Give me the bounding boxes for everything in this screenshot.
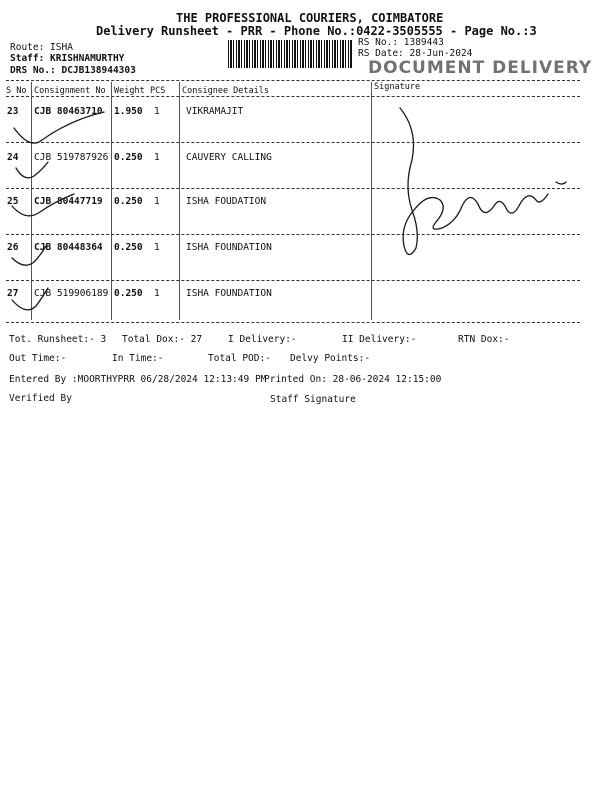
row-consignment: CJB 80448364 (34, 242, 103, 253)
row-consignee: CAUVERY CALLING (186, 152, 272, 163)
row-consignment: CJB 519906189 (34, 288, 109, 299)
row-weight: 0.250 (114, 288, 143, 299)
col-header-sno: S No (6, 86, 27, 96)
row-pcs: 1 (154, 196, 160, 207)
company-name: THE PROFESSIONAL COURIERS, COIMBATORE (176, 11, 444, 25)
row-weight: 1.950 (114, 106, 143, 117)
row-pcs: 1 (154, 242, 160, 253)
route-label: Route: ISHA (10, 42, 73, 53)
printed-on: Printed On: 28-06-2024 12:15:00 (264, 374, 442, 385)
row-sno: 24 (7, 152, 19, 163)
row-sno: 23 (7, 106, 19, 117)
delivery-points: Delvy Points:- (290, 353, 371, 364)
i-delivery: I Delivery:- (228, 334, 297, 345)
row-sno: 26 (7, 242, 19, 253)
signature (556, 182, 566, 184)
row-sno: 27 (7, 288, 19, 299)
row-weight: 0.250 (114, 152, 143, 163)
col-header-weight: Weight (114, 86, 145, 96)
col-header-pcs: PCS (150, 86, 166, 96)
col-header-signature: Signature (374, 82, 421, 92)
check-mark (12, 288, 48, 310)
total-runsheet: Tot. Runsheet:- 3 (9, 334, 107, 345)
entered-by: Entered By :MOORTHYPRR 06/28/2024 12:13:49 PM (9, 374, 267, 385)
row-consignment: CJB 519787926 (34, 152, 109, 163)
row-consignment: CJB 80447719 (34, 196, 103, 207)
check-mark (12, 194, 74, 216)
row-weight: 0.250 (114, 242, 143, 253)
rtn-dox: RTN Dox:- (458, 334, 510, 345)
check-mark (16, 162, 48, 178)
in-time: In Time:- (112, 353, 164, 364)
row-pcs: 1 (154, 288, 160, 299)
col-header-consignee: Consignee Details (182, 86, 269, 96)
row-consignee: ISHA FOUNDATION (186, 242, 272, 253)
row-consignment: CJB 80463710 (34, 106, 103, 117)
row-pcs: 1 (154, 106, 160, 117)
verified-by: Verified By (9, 393, 72, 404)
ii-delivery: II Delivery:- (342, 334, 417, 345)
check-mark (12, 246, 46, 265)
signature (400, 108, 548, 255)
staff-signature: Staff Signature (270, 394, 356, 405)
row-pcs: 1 (154, 152, 160, 163)
row-consignee: ISHA FOUNDATION (186, 288, 272, 299)
out-time: Out Time:- (9, 353, 67, 364)
total-pod: Total POD:- (208, 353, 271, 364)
drs-number: DRS No.: DCJB138944303 (10, 65, 136, 76)
total-dox: Total Dox:- 27 (122, 334, 203, 345)
staff-label: Staff: KRISHNAMURTHY (10, 53, 125, 64)
sheet-title: Delivery Runsheet - PRR - Phone No.:0422-3505555 - Page No.:3 (96, 24, 537, 38)
check-mark (14, 112, 104, 143)
row-consignee: VIKRAMAJIT (186, 106, 244, 117)
rs-number: RS No.: 1389443 (358, 37, 444, 48)
row-sno: 25 (7, 196, 19, 207)
col-header-consignment: Consignment No (34, 86, 106, 96)
document-delivery-stamp: DOCUMENT DELIVERY (368, 58, 593, 78)
row-weight: 0.250 (114, 196, 143, 207)
rs-date: RS Date: 28-Jun-2024 (358, 48, 473, 59)
row-consignee: ISHA FOUDATION (186, 196, 267, 207)
